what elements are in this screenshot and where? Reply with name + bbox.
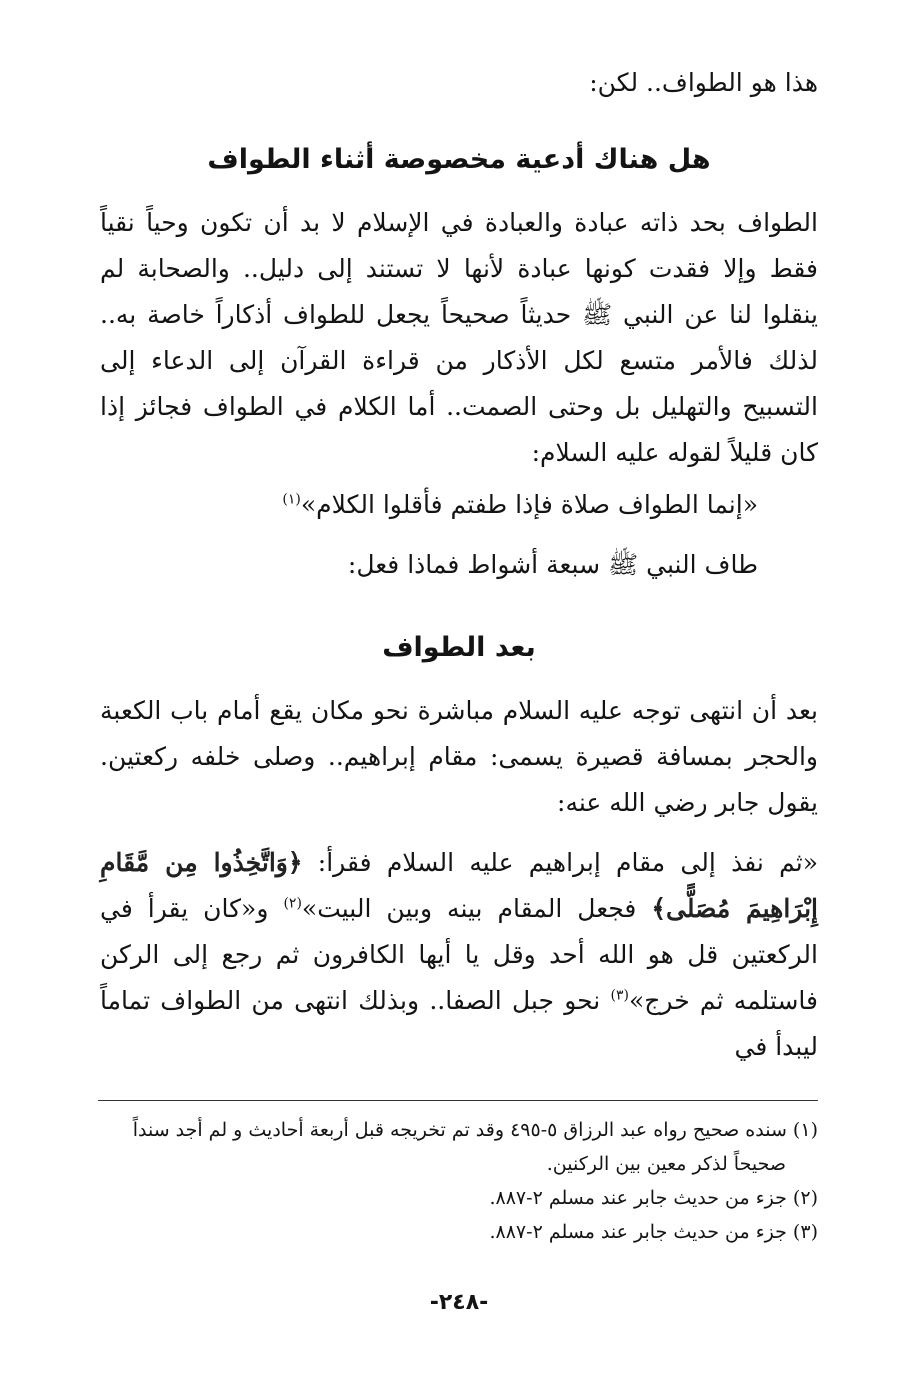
section-heading-after-tawaf: بعد الطواف	[382, 632, 536, 663]
hadith-quote	[100, 482, 818, 528]
footnote-1	[100, 1113, 818, 1181]
narration-part-d: نحو جبل الصفا.. وبذلك انتهى من الطواف تماماً ليبدأ في	[100, 986, 818, 1061]
footnote-divider	[98, 1100, 818, 1101]
footnote-1-line-2: صحيحاً لذكر معين بين الركنين.	[546, 1153, 786, 1175]
narration-part-a: «ثم نفذ إلى مقام إبراهيم عليه السلام فقرأ:	[302, 848, 818, 877]
hadith-text: «إنما الطواف صلاة فإذا طفتم فأقلوا الكلام»	[300, 490, 758, 519]
narration-part-b: فجعل المقام بينه وبين البيت»	[301, 894, 652, 923]
footnotes	[100, 1113, 818, 1249]
footnote-ref-2: (٢)	[283, 895, 302, 912]
section-heading-supplications: هل هناك أدعية مخصوصة أثناء الطواف	[207, 144, 711, 175]
page-number: -٢٤٨-	[429, 1290, 489, 1315]
paragraph-tawaf-worship: الطواف بحد ذاته عبادة والعبادة في الإسلام لا بد أن تكون وحياً نقياً فقط وإلا فقدت كونها عبادة لأنها لا تستند إلى دليل.. والصحابة لم ينقلوا لنا عن النبي ﷺ حديثاً صحيحاً يجعل للطواف أذكاراً خاصة به.. لذلك فالأمر متسع لكل الأذكار من قراءة القرآن إلى الدعاء إلى التسبيح والتهليل بل وحتى الصمت.. أما الكلام في الطواف فجائز إذا كان قليلاً لقوله عليه السلام:	[100, 208, 818, 467]
footnote-2: (٢) جزء من حديث جابر عند مسلم ٢-٨٨٧.	[489, 1187, 818, 1209]
paragraph-maqam-ibrahim: بعد أن انتهى توجه عليه السلام مباشرة نحو مكان يقع أمام باب الكعبة والحجر بمسافة قصيرة يسمى: مقام إبراهيم.. وصلى خلفه ركعتين. يقول جابر رضي الله عنه:	[100, 696, 818, 817]
footnote-ref-1: (١)	[282, 491, 301, 508]
footnote-3: (٣) جزء من حديث جابر عند مسلم ٢-٨٨٧.	[489, 1221, 818, 1243]
paragraph-jabir-narration	[100, 840, 818, 1070]
narration-part-c: و«كان يقرأ في الركعتين قل هو الله أحد وقل يا أيها الكافرون ثم رجع إلى الركن فاستلمه ثم خرج»	[100, 894, 818, 1015]
footnote-1-line-1: (١) سنده صحيح رواه عبد الرزاق ٥-٤٩٥ وقد تم تخريجه قبل أربعة أحاديث و لم أجد سنداً	[132, 1119, 818, 1141]
intro-line: هذا هو الطواف.. لكن:	[589, 68, 818, 97]
prophet-tawaf-line: طاف النبي ﷺ سبعة أشواط فماذا فعل:	[347, 550, 758, 579]
footnote-ref-3: (٣)	[610, 987, 629, 1004]
quran-verse: ﴿وَاتَّخِذُوا مِن مَّقَامِ إِبْرَاهِيمَ مُصَلًّى﴾	[100, 848, 819, 923]
